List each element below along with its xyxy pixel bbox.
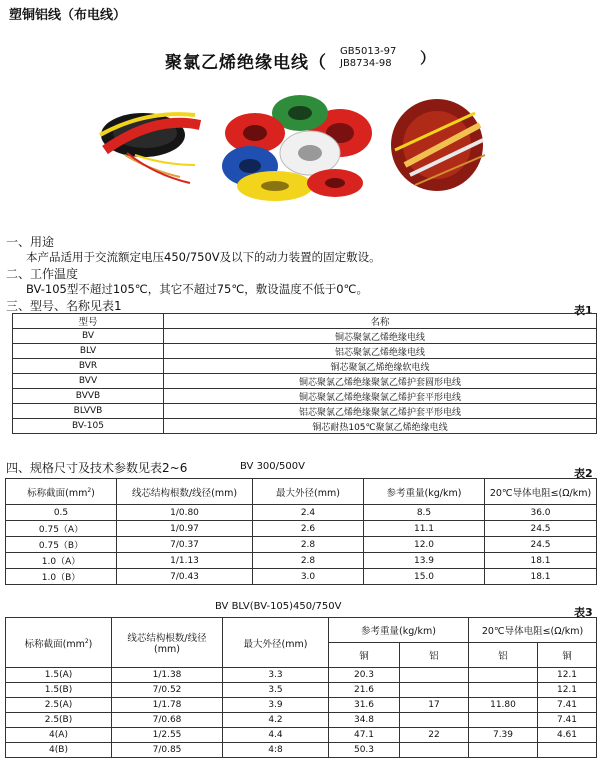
table3-cell: 1.5(B) xyxy=(6,683,112,698)
table3-cell: 7/0.52 xyxy=(112,683,223,698)
table1-cell: 铝芯聚氯乙烯绝缘电线 xyxy=(164,344,597,359)
table3-cell xyxy=(400,683,469,698)
header-text: ) xyxy=(91,487,95,499)
table2-cell: 18.1 xyxy=(485,569,597,585)
table2-cell: 0.75（B） xyxy=(6,537,117,553)
table3-cell: 7/0.85 xyxy=(112,743,223,758)
table1-cell: 铝芯聚氯乙烯绝缘聚氯乙烯护套平形电线 xyxy=(164,404,597,419)
table3-cell: 34.8 xyxy=(329,713,400,728)
table2-cell: 11.1 xyxy=(364,521,485,537)
table1-models xyxy=(12,313,597,434)
models-heading: 三、型号、名称见表1 xyxy=(6,299,122,313)
header-text: 标称截面(mm xyxy=(24,638,85,650)
table1-cell: 铜芯聚氯乙烯绝缘电线 xyxy=(164,329,597,344)
table1-cell: BLV xyxy=(13,344,164,359)
table3-cell xyxy=(538,743,597,758)
table3-header-weight: 参考重量(kg/km) xyxy=(329,618,469,643)
table1-label: 表1 xyxy=(574,304,593,317)
table3-header-copper-r: 铜 xyxy=(538,643,597,668)
table2-header-structure: 线芯结构根数/线径(mm) xyxy=(117,479,253,505)
table3-cell: 4(A) xyxy=(6,728,112,743)
table3-cell: 7/0.68 xyxy=(112,713,223,728)
header-text: ) xyxy=(88,638,93,650)
table3-cell: 4(B) xyxy=(6,743,112,758)
table3-specs xyxy=(5,617,597,758)
table3-header-aluminum: 铝 xyxy=(400,643,469,668)
table2-cell: 1.0（A） xyxy=(6,553,117,569)
table1-header-name: 名称 xyxy=(164,314,597,329)
wire-closeup-illustration xyxy=(385,95,490,195)
table1-cell: BLVVB xyxy=(13,404,164,419)
table3-header-resistance: 20℃导体电阻≤(Ω/km) xyxy=(469,618,597,643)
table3-cell: 1/1.78 xyxy=(112,698,223,713)
table3-cell: 22 xyxy=(400,728,469,743)
table2-header-diameter: 最大外径(mm) xyxy=(253,479,364,505)
title-text: 聚氯乙烯绝缘电线（ xyxy=(165,53,327,73)
table2-cell: 2.8 xyxy=(253,553,364,569)
table2-cell: 2.4 xyxy=(253,505,364,521)
temp-heading: 二、工作温度 xyxy=(6,267,79,281)
table3-cell: 12.1 xyxy=(538,683,597,698)
wire-photo-center xyxy=(215,88,380,203)
table3-cell: 20.3 xyxy=(329,668,400,683)
wire-photo-right xyxy=(385,95,490,195)
table3-cell: 1.5(A) xyxy=(6,668,112,683)
table3-header-aluminum-r: 铝 xyxy=(469,643,538,668)
table2-cell: 1/0.97 xyxy=(117,521,253,537)
table3-cell xyxy=(400,743,469,758)
table1-cell: 铜芯聚氯乙烯绝缘软电线 xyxy=(164,359,597,374)
table3-cell: 2.5(A) xyxy=(6,698,112,713)
table3-cell: 7.41 xyxy=(538,698,597,713)
table3-cell: 1/1.38 xyxy=(112,668,223,683)
header-text: 线芯结构根数/线径 xyxy=(127,633,207,644)
table3-cell xyxy=(400,668,469,683)
table2-cell: 18.1 xyxy=(485,553,597,569)
header-text: (mm) xyxy=(154,644,180,655)
table1-cell: 铜芯聚氯乙烯绝缘聚氯乙烯护套圆形电线 xyxy=(164,374,597,389)
table3-cell: 31.6 xyxy=(329,698,400,713)
table2-label: 表2 xyxy=(574,467,593,480)
table3-cell: 7.39 xyxy=(469,728,538,743)
table2-cell: 2.6 xyxy=(253,521,364,537)
table2-header-resistance: 20℃导体电阻≤(Ω/km) xyxy=(485,479,597,505)
table2-cell: 24.5 xyxy=(485,537,597,553)
table3-cell: 7.41 xyxy=(538,713,597,728)
table1-cell: BVV xyxy=(13,374,164,389)
page-title xyxy=(165,48,327,73)
table2-cell: 7/0.37 xyxy=(117,537,253,553)
table3-caption: BV BLV(BV-105)450/750V xyxy=(215,601,342,612)
table3-cell: 4.4 xyxy=(223,728,329,743)
table2-cell: 13.9 xyxy=(364,553,485,569)
table2-header-weight: 参考重量(kg/km) xyxy=(364,479,485,505)
table2-cell: 15.0 xyxy=(364,569,485,585)
table2-cell: 1/1.13 xyxy=(117,553,253,569)
table3-cell: 50.3 xyxy=(329,743,400,758)
temp-text: BV-105型不超过105℃，其它不超过75℃，敷设温度不低于0℃。 xyxy=(26,282,368,296)
header-sup: 2 xyxy=(84,637,89,645)
table2-cell: 0.75（A） xyxy=(6,521,117,537)
table3-cell: 3.3 xyxy=(223,668,329,683)
table2-cell: 24.5 xyxy=(485,521,597,537)
table2-cell: 8.5 xyxy=(364,505,485,521)
wire-photo-left xyxy=(95,95,205,190)
table3-label: 表3 xyxy=(574,606,593,619)
table3-cell: 4:8 xyxy=(223,743,329,758)
standard-2: JB8734-98 xyxy=(340,58,392,69)
table3-cell: 4.2 xyxy=(223,713,329,728)
table3-cell xyxy=(469,713,538,728)
table2-cell: 12.0 xyxy=(364,537,485,553)
table3-cell: 3.9 xyxy=(223,698,329,713)
table3-header-structure xyxy=(112,618,223,668)
usage-heading: 一、用途 xyxy=(6,235,55,249)
table1-cell: BV-105 xyxy=(13,419,164,434)
table3-cell xyxy=(469,683,538,698)
table3-cell: 2.5(B) xyxy=(6,713,112,728)
table3-cell: 12.1 xyxy=(538,668,597,683)
close-paren: ） xyxy=(420,49,436,67)
wire-coil-illustration xyxy=(95,95,205,190)
header-text: 标称截面(mm xyxy=(27,487,88,499)
category-title: 塑铜铝线（布电线） xyxy=(9,8,127,23)
table1-cell: BV xyxy=(13,329,164,344)
table2-cell: 7/0.43 xyxy=(117,569,253,585)
table2-cell: 1/0.80 xyxy=(117,505,253,521)
table3-header-section xyxy=(6,618,112,668)
table2-cell: 2.8 xyxy=(253,537,364,553)
table3-header-copper: 铜 xyxy=(329,643,400,668)
table1-cell: 铜芯聚氯乙烯绝缘聚氯乙烯护套平形电线 xyxy=(164,389,597,404)
table3-cell: 4.61 xyxy=(538,728,597,743)
specs-heading: 四、规格尺寸及技术参数见表2~6 xyxy=(6,461,188,475)
table2-cell: 3.0 xyxy=(253,569,364,585)
table2-cell: 36.0 xyxy=(485,505,597,521)
standard-codes xyxy=(340,46,396,70)
table3-cell: 17 xyxy=(400,698,469,713)
table3-header-diameter: 最大外径(mm) xyxy=(223,618,329,668)
table1-cell: 铜芯耐热105℃聚氯乙烯绝缘电线 xyxy=(164,419,597,434)
table1-cell: BVR xyxy=(13,359,164,374)
table2-header-section xyxy=(6,479,117,505)
table1-cell: BVVB xyxy=(13,389,164,404)
table2-specs xyxy=(5,478,597,585)
table3-cell: 1/2.55 xyxy=(112,728,223,743)
table3-cell xyxy=(469,668,538,683)
table3-cell: 21.6 xyxy=(329,683,400,698)
table1-header-model: 型号 xyxy=(13,314,164,329)
table2-cell: 1.0（B） xyxy=(6,569,117,585)
table2-cell: 0.5 xyxy=(6,505,117,521)
usage-text: 本产品适用于交流额定电压450/750V及以下的动力装置的固定敷设。 xyxy=(26,250,381,264)
table3-cell: 3.5 xyxy=(223,683,329,698)
table3-cell xyxy=(469,743,538,758)
wire-reels-illustration xyxy=(215,88,380,203)
header-sup: 2 xyxy=(87,486,92,494)
specs-voltage: BV 300/500V xyxy=(240,461,305,472)
table3-cell: 11.80 xyxy=(469,698,538,713)
table3-cell: 47.1 xyxy=(329,728,400,743)
table3-cell xyxy=(400,713,469,728)
standard-1: GB5013-97 xyxy=(340,46,397,57)
